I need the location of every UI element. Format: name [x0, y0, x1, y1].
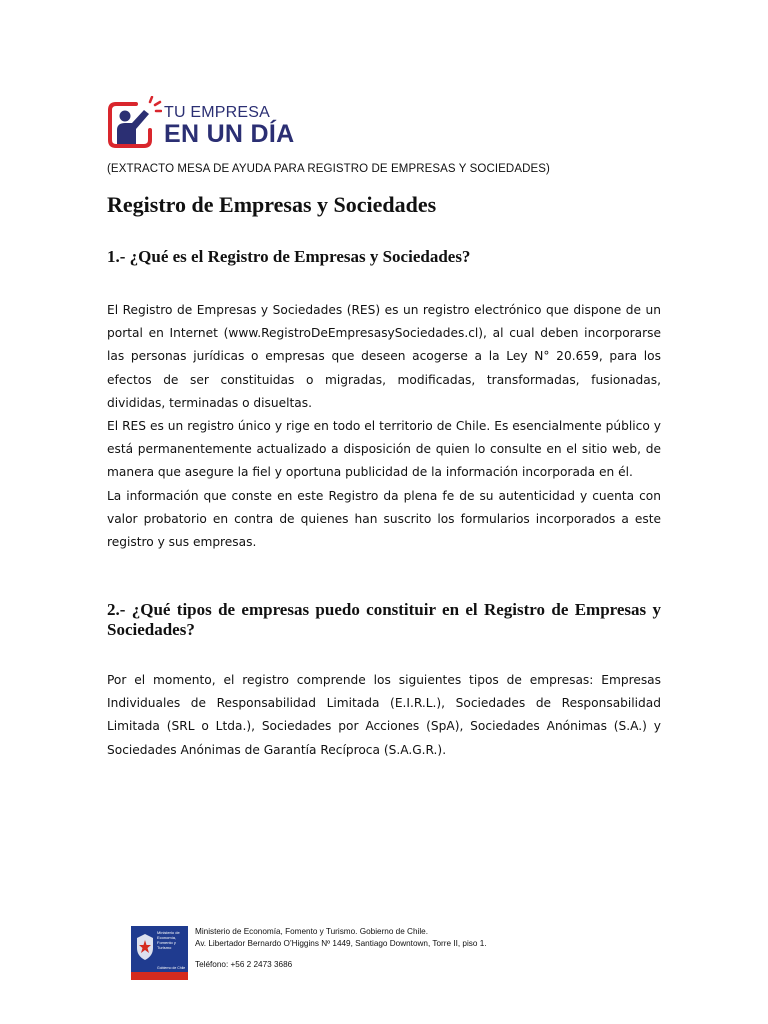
answer-1-paragraph: El RES es un registro único y rige en todo el territorio de Chile. Es esencialmente público y está permanentemente actualizado a disposición de quien lo consulte en el sitio web, de manera que asegure la fiel y oportuna publicidad de la información incorporada en él.	[107, 419, 661, 480]
footer-phone-line: Teléfono: +56 2 2473 3686	[195, 960, 293, 969]
person-raising-hand-icon	[106, 96, 162, 152]
ministry-logo	[131, 926, 188, 980]
ministry-logo-subtext: Gobierno de Chile	[157, 966, 186, 970]
answer-1	[107, 299, 661, 554]
tu-empresa-en-un-dia-logo	[106, 96, 306, 152]
flag-red-stripe	[131, 972, 188, 980]
answer-2-paragraph: Por el momento, el registro comprende los siguientes tipos de empresas: Empresas Individuales de Responsabilidad Limitada (E.I.R.L.), Sociedades de Responsabilidad Limitada (SRL o Ltda.), Sociedades por Acciones (SpA), Sociedades Anónimas (S.A.) y Sociedades Anónimas de Garantía Recíproca (S.A.G.R.).	[107, 673, 661, 757]
answer-2	[107, 669, 661, 762]
answer-1-paragraph: El Registro de Empresas y Sociedades (RES) es un registro electrónico que dispone de un portal en Internet (www.RegistroDeEmpresasySociedades.cl), al cual deben incorporarse las personas jurídicas o empresas que deseen acogerse a la Ley N° 20.659, para los efectos de ser constituidas o migradas, modificadas, transformadas, fusionadas, divididas, terminadas o disueltas.	[107, 303, 661, 410]
footer-ministry-line: Ministerio de Economía, Fomento y Turismo. Gobierno de Chile.	[195, 927, 428, 936]
extract-subtitle: (EXTRACTO MESA DE AYUDA PARA REGISTRO DE EMPRESAS Y SOCIEDADES)	[107, 163, 550, 175]
document-title: Registro de Empresas y Sociedades	[107, 192, 437, 217]
logo-text-line2: EN UN DÍA	[164, 120, 295, 148]
answer-1-paragraph: La información que conste en este Registro da plena fe de su autenticidad y cuenta con valor probatorio en contra de quienes han suscrito los formularios incorporados a este registro y sus empresas.	[107, 488, 661, 550]
question-2-heading: 2.- ¿Qué tipos de empresas puedo constituir en el Registro de Empresas y Sociedades?	[107, 600, 661, 639]
coat-of-arms-icon	[134, 932, 156, 962]
footer-contact	[195, 926, 487, 971]
footer-address-line: Av. Libertador Bernardo O’Higgins Nº 1449, Santiago Downtown, Torre II, piso 1.	[195, 939, 487, 948]
logo-text-line1: TU EMPRESA	[164, 104, 271, 121]
question-1-heading: 1.- ¿Qué es el Registro de Empresas y Sociedades?	[107, 247, 471, 266]
ministry-logo-text: Ministerio de Economía, Fomento y Turismo	[157, 930, 180, 950]
